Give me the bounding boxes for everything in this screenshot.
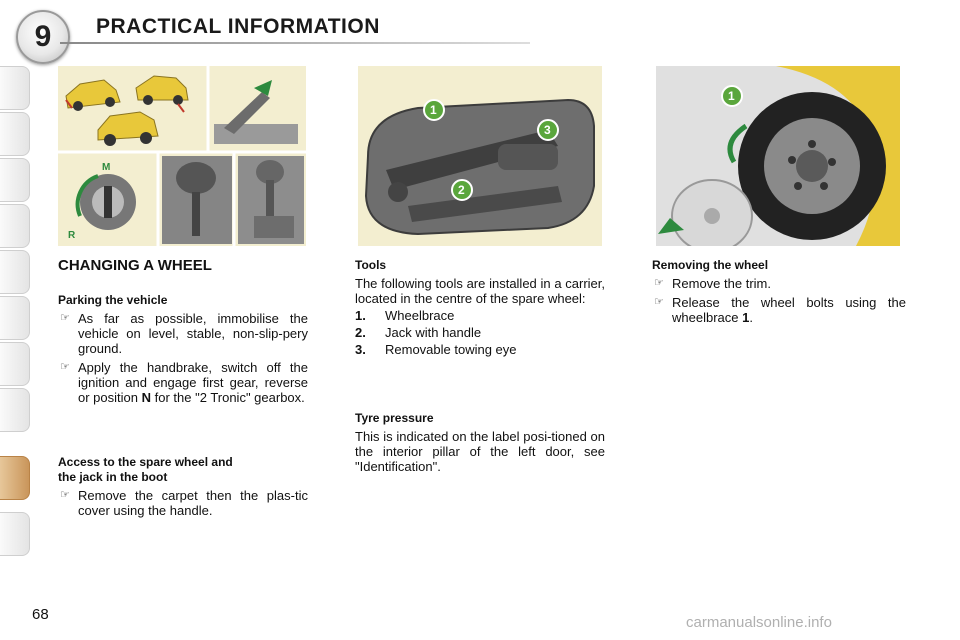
chapter-badge xyxy=(16,10,70,64)
svg-text:1: 1 xyxy=(728,89,735,103)
svg-text:R: R xyxy=(68,230,76,241)
chapter-tab-2[interactable] xyxy=(0,112,30,156)
tyre-text: This is indicated on the label posi-tioned on the interior pillar of the left door, see "Identification". xyxy=(355,429,605,474)
bullet-immobilise: ☞ As far as possible, immobilise the vehicle on level, stable, non-slip-pery ground. xyxy=(60,311,308,356)
section-title: CHANGING A WHEEL xyxy=(58,257,212,274)
bullet-trim: ☞ Remove the trim. xyxy=(654,276,771,291)
tool-item: 1. Wheelbrace xyxy=(355,308,455,323)
page-number: 68 xyxy=(32,606,49,623)
header-rule xyxy=(60,42,530,44)
tools-intro: The following tools are installed in a carrier, located in the centre of the spare wheel: xyxy=(355,276,605,306)
chapter-tabs xyxy=(0,66,34,576)
wheel-illustration xyxy=(656,66,900,246)
bullet-carpet: ☞ Remove the carpet then the plas-tic cover using the handle. xyxy=(60,488,308,518)
chapter-tab-7[interactable] xyxy=(0,342,30,386)
gear-knob-icon xyxy=(162,156,232,244)
chapter-tab-6[interactable] xyxy=(0,296,30,340)
pointing-hand-icon: ☞ xyxy=(654,296,664,308)
page-title: PRACTICAL INFORMATION xyxy=(96,15,380,38)
gearbox-selector-icon xyxy=(238,156,304,244)
tyre-icon xyxy=(738,92,886,240)
callout-3-icon xyxy=(538,120,558,140)
tools-heading: Tools xyxy=(355,258,387,272)
svg-text:M: M xyxy=(102,162,111,173)
left-column xyxy=(58,258,308,522)
callout-2-icon xyxy=(452,180,472,200)
chapter-tab-9-active[interactable] xyxy=(0,456,30,500)
chapter-tab-8[interactable] xyxy=(0,388,30,432)
chapter-tab-5[interactable] xyxy=(0,250,30,294)
access-heading: Access to the spare wheel and xyxy=(58,455,233,469)
right-column xyxy=(652,258,906,329)
parking-illustration xyxy=(58,66,306,246)
bullet-bolts: ☞ Release the wheel bolts using the wheelbrace 1. xyxy=(654,295,906,325)
wheel-trim-icon xyxy=(672,180,752,246)
tools-illustration xyxy=(358,66,602,246)
pointing-hand-icon: ☞ xyxy=(654,277,664,289)
callout-1-icon xyxy=(424,100,444,120)
chapter-tab-10[interactable] xyxy=(0,512,30,556)
callout-1-icon xyxy=(722,86,742,106)
svg-text:3: 3 xyxy=(544,123,551,137)
tool-item: 2. Jack with handle xyxy=(355,325,482,340)
tyre-heading: Tyre pressure xyxy=(355,411,434,425)
svg-text:2: 2 xyxy=(458,183,465,197)
watermark[interactable]: carmanualsonline.info xyxy=(686,614,832,631)
tool-item: 3. Removable towing eye xyxy=(355,342,517,357)
pointing-hand-icon: ☞ xyxy=(60,489,70,501)
parking-heading: Parking the vehicle xyxy=(58,293,168,307)
chapter-number: 9 xyxy=(34,20,52,53)
access-heading-2: the jack in the boot xyxy=(58,470,168,484)
svg-text:1: 1 xyxy=(430,103,437,117)
chapter-tab-4[interactable] xyxy=(0,204,30,248)
pointing-hand-icon: ☞ xyxy=(60,361,70,373)
pointing-hand-icon: ☞ xyxy=(60,312,70,324)
removing-heading: Removing the wheel xyxy=(652,258,769,272)
middle-column xyxy=(355,258,605,476)
chapter-tab-1[interactable] xyxy=(0,66,30,110)
chapter-tab-3[interactable] xyxy=(0,158,30,202)
bullet-handbrake: ☞ Apply the handbrake, switch off the ignition and engage first gear, reverse or position N for the "2 Tronic" gearbox. xyxy=(60,360,308,405)
